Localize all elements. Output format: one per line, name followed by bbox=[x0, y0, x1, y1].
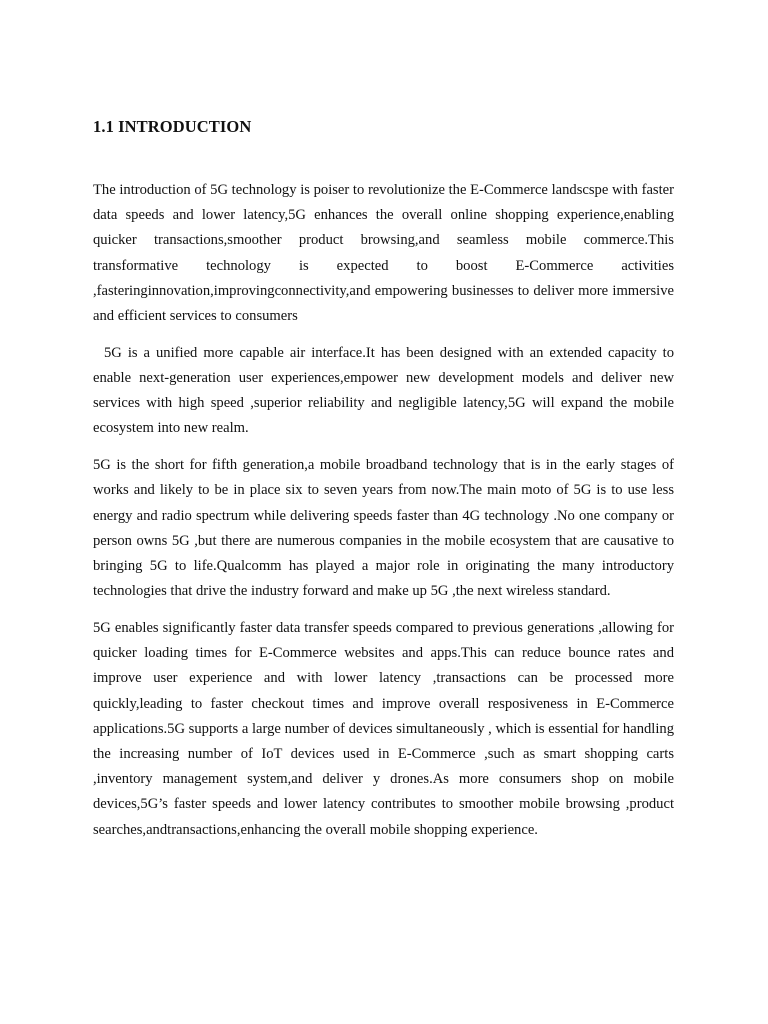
section-heading: 1.1 INTRODUCTION bbox=[93, 117, 252, 136]
paragraph-intro: The introduction of 5G technology is poiser to revolutionize the E-Commerce landscspe with faster data speeds and lower latency,5G enhances the overall online shopping experience,enabling quicker transactions,smoother product browsing,and seamless mobile commerce.This transformative technology is expected to boost E-Commerce activities ,fasteringinnovation,improvingconnectivity,and empowering businesses to deliver more immersive and efficient services to consumers bbox=[93, 182, 674, 325]
body-text bbox=[93, 178, 674, 843]
paragraph-ecommerce-benefits: 5G enables significantly faster data transfer speeds compared to previous generations ,allowing for quicker loading times for E-Commerce websites and apps.This can reduce bounce rates and improve user experience and with lower latency ,transactions can be processed more quickly,leading to faster checkout times and improve overall resposiveness in E-Commerce applications.5G supports a large number of devices simultaneously , which is essential for handling the increasing number of IoT devices used in E-Commerce ,such as smart shopping carts ,inventory management system,and deliver y drones.As more consumers shop on mobile devices,5G’s faster speeds and lower latency contributes to smoother mobile browsing ,product searches,andtransactions,enhancing the overall mobile shopping experience. bbox=[93, 620, 674, 838]
paragraph-air-interface: 5G is a unified more capable air interface.It has been designed with an extended capacity to enable next-generation user experiences,empower new development models and deliver new services with high speed ,superior reliability and negligible latency,5G will expand the mobile ecosystem into new realm. bbox=[93, 344, 674, 437]
paragraph-fifth-generation: 5G is the short for fifth generation,a mobile broadband technology that is in the early stages of works and likely to be in place six to seven years from now.The main moto of 5G is to use less energy and radio spectrum while delivering speeds faster than 4G technology .No one company or person owns 5G ,but there are numerous companies in the mobile ecosystem that are causative to bringing 5G to life.Qualcomm has played a major role in originating the many introductory technologies that drive the industry forward and make up 5G ,the next wireless standard. bbox=[93, 457, 674, 600]
